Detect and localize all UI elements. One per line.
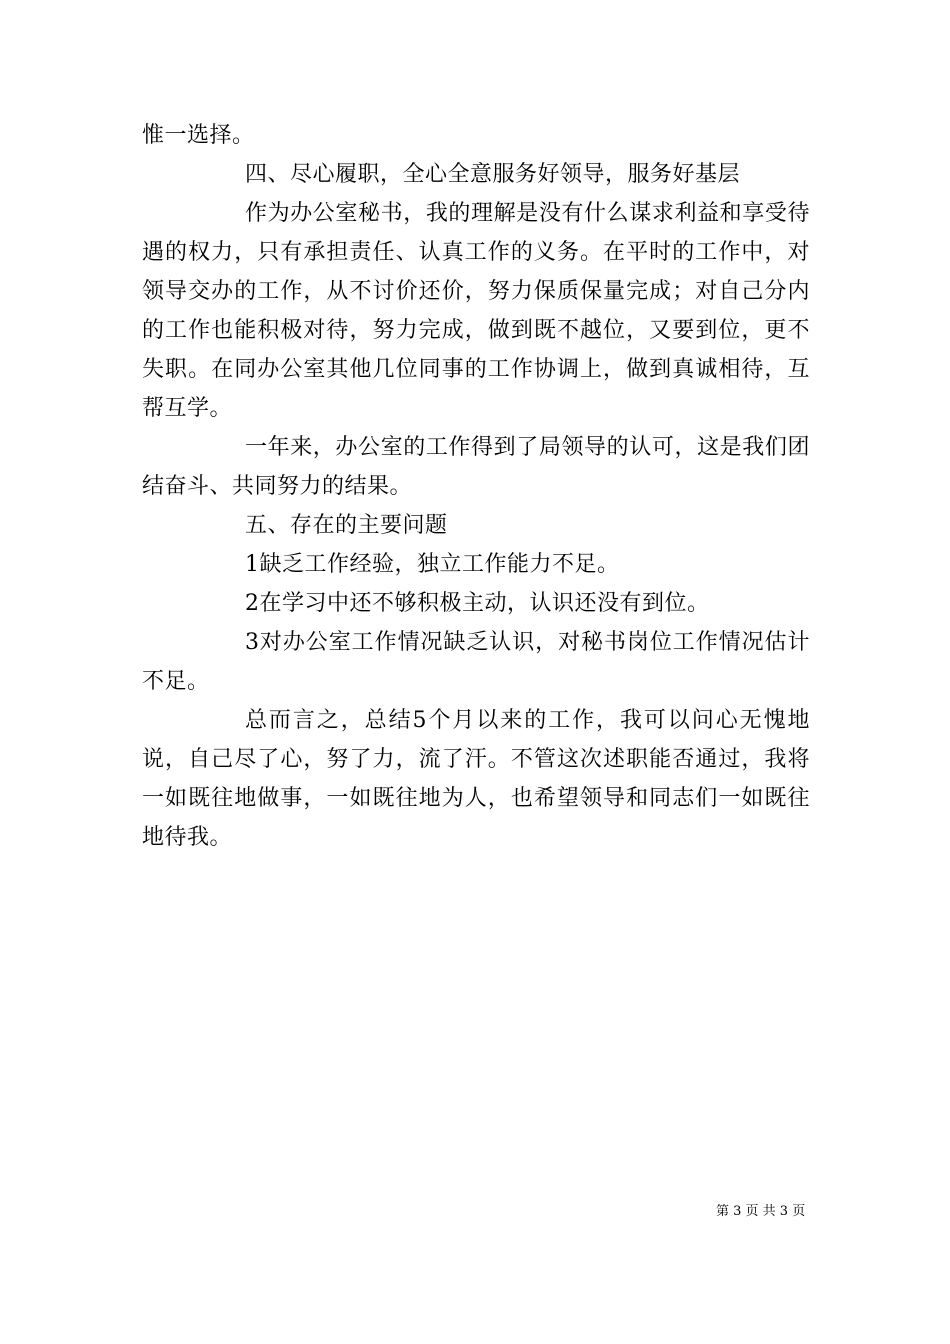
problem-item-1: 1缺乏工作经验，独立工作能力不足。 (245, 552, 620, 577)
document-body (142, 116, 810, 857)
paragraph-conclusion: 总而言之，总结5个月以来的工作，我可以问心无愧地说，自己尽了心，努了力，流了汗。不管这次述职能否通过，我将一如既往地做事，一如既往地为人，也希望领导和同志们一如既往地待我。 (142, 708, 810, 850)
section-heading-four: 四、尽心履职，全心全意服务好领导，服务好基层 (245, 162, 741, 187)
paragraph-duties: 作为办公室秘书，我的理解是没有什么谋求利益和享受待遇的权力，只有承担责任、认真工作的义务。在平时的工作中，对领导交办的工作，从不讨价还价，努力保质保量完成；对自己分内的工作也能积极对待，努力完成，做到既不越位，又要到位，更不失职。在同办公室其他几位同事的工作协调上，做到真诚相待，互帮互学。 (142, 201, 810, 421)
paragraph-continuation: 惟一选择。 (142, 123, 255, 148)
problem-item-3: 3对办公室工作情况缺乏认识，对秘书岗位工作情况估计不足。 (142, 630, 810, 694)
paragraph-year-summary: 一年来，办公室的工作得到了局领导的认可，这是我们团结奋斗、共同努力的结果。 (142, 435, 810, 499)
page-number-footer: 第 3 页 共 3 页 (716, 1204, 806, 1219)
problem-item-2: 2在学习中还不够积极主动，认识还没有到位。 (245, 591, 710, 616)
section-heading-five: 五、存在的主要问题 (245, 513, 448, 538)
